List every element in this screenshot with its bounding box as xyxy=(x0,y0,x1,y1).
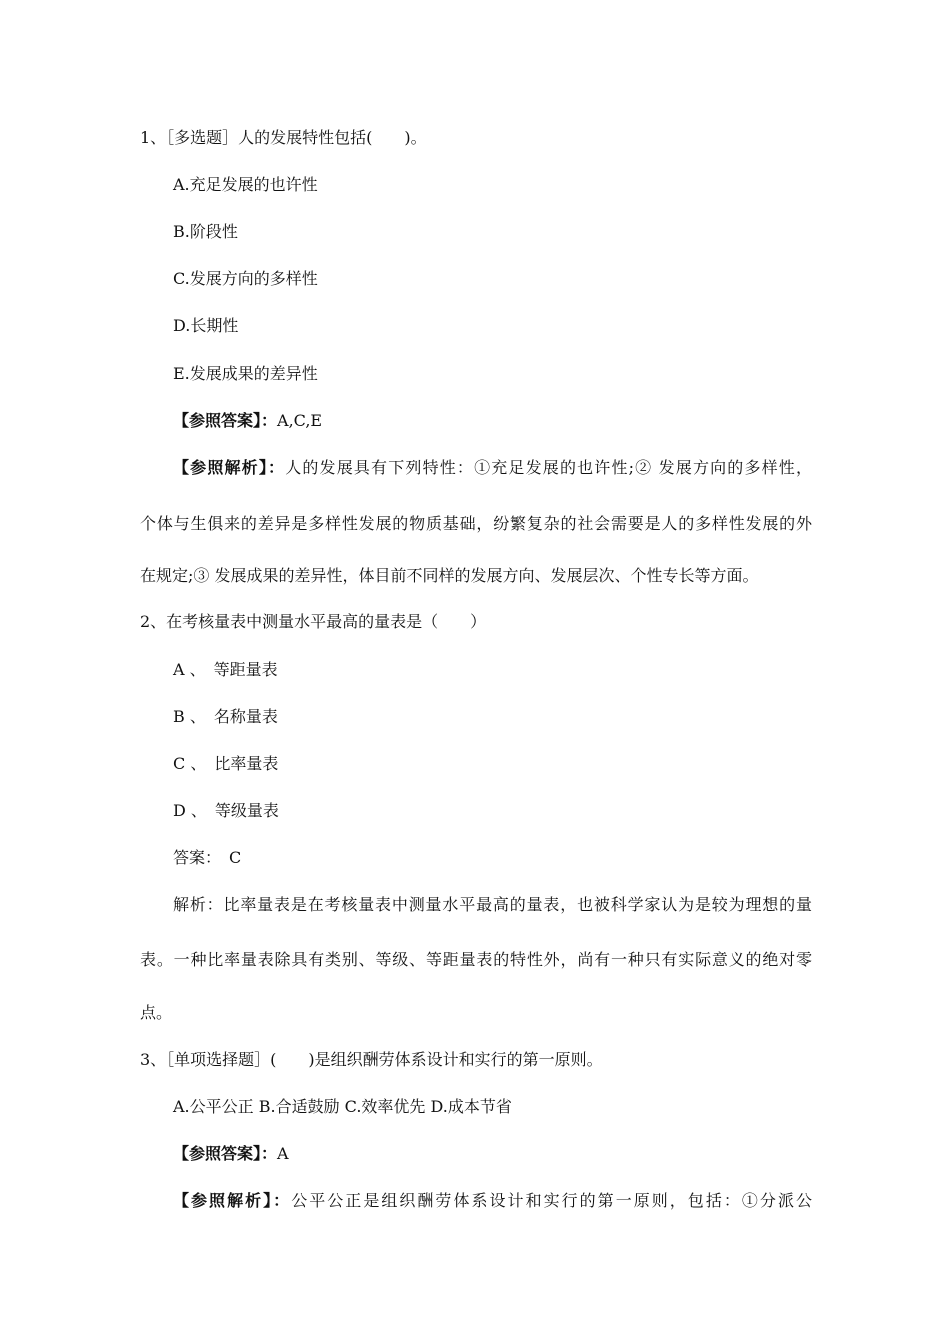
q1-option-a: A.充足发展的也许性 xyxy=(173,175,318,194)
q1-answer xyxy=(173,411,322,431)
q2-analysis-line-1: 解析：比率量表是在考核量表中测量水平最高的量表，也被科学家认为是较为理想的量 xyxy=(173,895,812,914)
q2-stem: 2、在考核量表中测量水平最高的量表是（ ） xyxy=(140,612,487,631)
q1-option-b: B.阶段性 xyxy=(173,222,238,241)
q3-options: A.公平公正 B.合适鼓励 C.效率优先 D.成本节省 xyxy=(173,1097,512,1116)
q3-analysis-label: 【参照解析】： xyxy=(173,1191,292,1210)
q3-answer-value: A xyxy=(277,1144,289,1163)
q3-answer-label: 【参照答案】： xyxy=(173,1144,278,1163)
q3-analysis-line-1 xyxy=(173,1191,812,1211)
q3-stem: 3、［单项选择题］( )是组织酬劳体系设计和实行的第一原则。 xyxy=(140,1050,603,1069)
q2-analysis-line-3: 点。 xyxy=(140,1003,173,1022)
q2-option-a: A 、 等距量表 xyxy=(173,660,278,679)
q1-stem: 1、［多选题］人的发展特性包括( )。 xyxy=(140,128,427,147)
q1-option-d: D.长期性 xyxy=(173,316,239,335)
q3-answer xyxy=(173,1144,289,1164)
q1-analysis-line-2: 个体与生俱来的差异是多样性发展的物质基础，纷繁复杂的社会需要是人的多样性发展的外 xyxy=(140,514,812,533)
q1-analysis-line-1 xyxy=(173,458,812,478)
q3-analysis-text-1: 公平公正是组织酬劳体系设计和实行的第一原则，包括：①分派公 xyxy=(291,1191,812,1210)
q2-option-d: D 、 等级量表 xyxy=(173,801,279,820)
q2-answer: 答案： C xyxy=(173,848,242,867)
q1-analysis-label: 【参照解析】： xyxy=(173,458,286,477)
q1-answer-label: 【参照答案】： xyxy=(173,411,278,430)
q1-option-e: E.发展成果的差异性 xyxy=(173,364,318,383)
q2-analysis-line-2: 表。一种比率量表除具有类别、等级、等距量表的特性外，尚有一种只有实际意义的绝对零 xyxy=(140,950,812,969)
q1-analysis-text-1: 人的发展具有下列特性：①充足发展的也许性;② 发展方向的多样性， xyxy=(285,458,812,477)
q2-option-b: B 、 名称量表 xyxy=(173,707,278,726)
q1-option-c: C.发展方向的多样性 xyxy=(173,269,318,288)
q1-answer-value: A,C,E xyxy=(277,411,323,430)
q2-option-c: C 、 比率量表 xyxy=(173,754,279,773)
q1-analysis-line-3: 在规定;③ 发展成果的差异性，体目前不同样的发展方向、发展层次、个性专长等方面。 xyxy=(140,566,759,585)
